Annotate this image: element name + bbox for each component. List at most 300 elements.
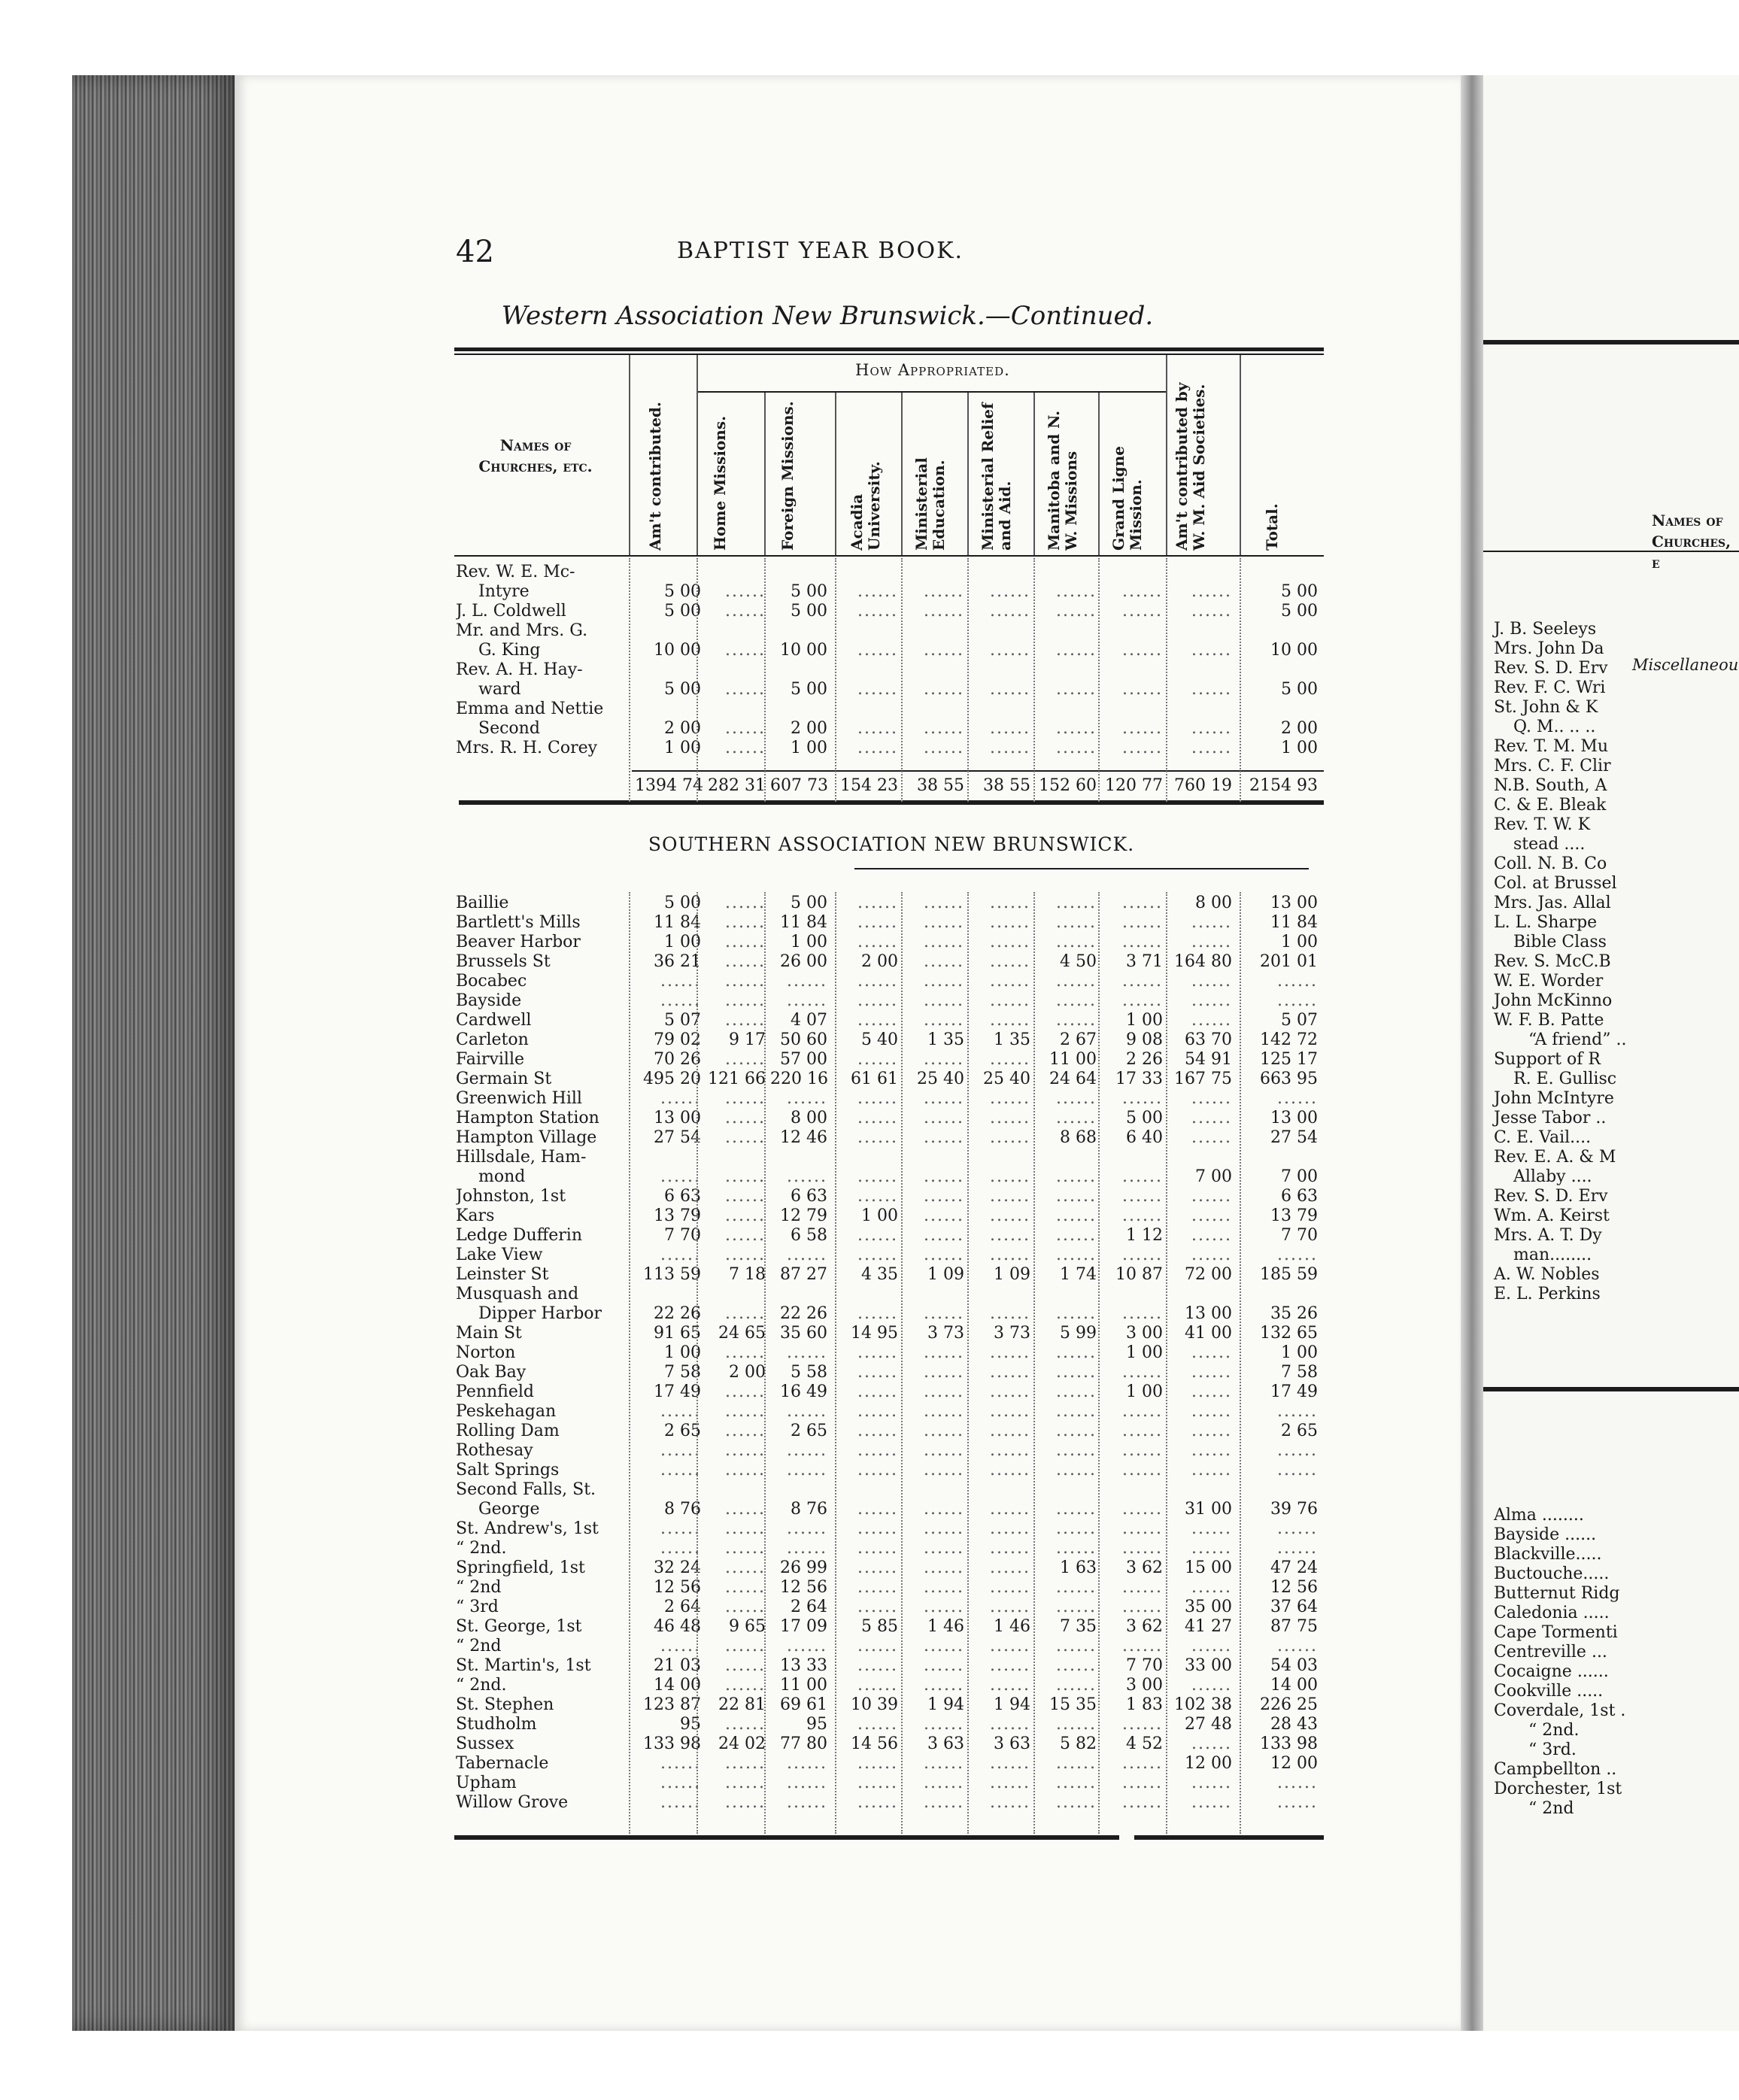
cell-min-ed: ...... [924, 1598, 964, 1616]
cell-min-relief: ...... [990, 894, 1030, 912]
cell-grande-ligne: ...... [1122, 1774, 1163, 1792]
cell-amt: 13 79 [654, 1206, 701, 1225]
cell-wm-aid: 54 91 [1185, 1050, 1232, 1069]
right-page-entry: Butternut Ridg [1494, 1584, 1620, 1603]
cell-min-relief: ...... [990, 1206, 1030, 1225]
church-name: Second [478, 719, 540, 738]
cell-total: ...... [1277, 972, 1318, 991]
church-name: Cardwell [456, 1011, 532, 1030]
col-divider-dotted [967, 892, 969, 1834]
cell-min-ed: ...... [924, 1656, 964, 1675]
cell-wm-aid: ...... [1191, 1793, 1232, 1812]
how-appropriated-rule [697, 391, 1166, 393]
cell-min-ed: ...... [924, 1382, 964, 1401]
cell-manitoba: ...... [1056, 1500, 1097, 1519]
cell-acadia: ...... [857, 719, 898, 738]
wm-aid-header: Am't contributed by W. M. Aid Societies. [1173, 382, 1208, 551]
cell-home: ...... [725, 1578, 766, 1597]
cell-min-relief: ...... [990, 1578, 1030, 1597]
cell-home: ...... [725, 1167, 766, 1186]
right-page-entry: Rev. S. D. Erv [1494, 1187, 1608, 1206]
cell-grande-ligne: ...... [1122, 1598, 1163, 1616]
cell-grande-ligne: 3 00 [1126, 1324, 1163, 1343]
total-total: 2154 93 [1249, 776, 1318, 795]
cell-manitoba: ...... [1056, 1422, 1097, 1440]
cell-acadia: ...... [857, 1226, 898, 1245]
cell-total: 7 58 [1281, 1363, 1318, 1382]
church-name: Lake View [456, 1246, 543, 1264]
table-row [451, 1285, 1324, 1304]
cell-amt: ...... [660, 1089, 701, 1108]
col-divider-dotted [901, 558, 903, 802]
cell-min-relief: ...... [990, 1441, 1030, 1460]
cell-amt: 2 64 [664, 1598, 701, 1616]
cell-foreign: 50 60 [780, 1030, 827, 1049]
cell-home: ...... [725, 1011, 766, 1030]
cell-manitoba: ...... [1056, 1793, 1097, 1812]
cell-home: ...... [725, 1656, 766, 1675]
cell-wm-aid: 102 38 [1174, 1695, 1232, 1714]
col-divider [1240, 355, 1241, 555]
cell-manitoba: ...... [1056, 1343, 1097, 1362]
book-page-edges [0, 0, 235, 2100]
cell-total: ...... [1277, 1402, 1318, 1421]
col-divider-dotted [835, 558, 836, 802]
col-divider-dotted [629, 892, 630, 1834]
cell-grande-ligne: 17 33 [1115, 1070, 1163, 1088]
cell-foreign: ...... [787, 1402, 827, 1421]
cell-manitoba: ...... [1056, 1382, 1097, 1401]
church-name: Greenwich Hill [456, 1089, 582, 1108]
cell-manitoba: ...... [1056, 1637, 1097, 1655]
cell-min-ed: 25 40 [917, 1070, 964, 1088]
church-name: Bayside [456, 991, 522, 1010]
cell-acadia: ...... [857, 739, 898, 757]
total-foreign: 607 73 [770, 776, 828, 795]
cell-manitoba: ...... [1056, 1656, 1097, 1675]
cell-wm-aid: ...... [1191, 1246, 1232, 1264]
right-page-rule [1483, 551, 1739, 552]
cell-home: ...... [725, 641, 766, 660]
cell-wm-aid: 33 00 [1185, 1656, 1232, 1675]
cell-acadia: 5 40 [861, 1030, 898, 1049]
cell-min-ed: ...... [924, 933, 964, 951]
cell-home: ...... [725, 1500, 766, 1519]
cell-min-relief: ...... [990, 1461, 1030, 1479]
cell-grande-ligne: 9 08 [1126, 1030, 1163, 1049]
cell-wm-aid: ...... [1191, 1422, 1232, 1440]
col-divider-dotted [1166, 558, 1167, 802]
cell-amt: 32 24 [654, 1558, 701, 1577]
cell-grande-ligne: ...... [1122, 719, 1163, 738]
church-name: J. L. Coldwell [456, 602, 566, 621]
cell-home: ...... [725, 1206, 766, 1225]
church-name: St. Martin's, 1st [456, 1656, 591, 1675]
cell-amt: 79 02 [654, 1030, 701, 1049]
church-name: “ 2nd [456, 1578, 502, 1597]
cell-acadia: ...... [857, 1382, 898, 1401]
right-page-entry: N.B. South, A [1494, 776, 1607, 795]
cell-foreign: ...... [787, 1637, 827, 1655]
cell-grande-ligne: 4 52 [1126, 1734, 1163, 1753]
cell-wm-aid: 41 27 [1185, 1617, 1232, 1636]
church-name: Willow Grove [456, 1793, 569, 1812]
church-name: Intyre [478, 582, 530, 601]
cell-home: ...... [725, 1128, 766, 1147]
col-divider-dotted [697, 558, 698, 802]
cell-foreign: 69 61 [780, 1695, 827, 1714]
cell-manitoba: ...... [1056, 933, 1097, 951]
cell-manitoba: ...... [1056, 680, 1097, 699]
cell-min-ed: ...... [924, 1519, 964, 1538]
cell-foreign: ...... [787, 1774, 827, 1792]
cell-min-ed: ...... [924, 1774, 964, 1792]
cell-foreign: 13 33 [780, 1656, 827, 1675]
amt-contributed-header: Am't contributed. [646, 402, 664, 551]
cell-acadia: ...... [857, 1519, 898, 1538]
cell-acadia: ...... [857, 1363, 898, 1382]
right-page-entry: E. L. Perkins [1494, 1285, 1601, 1303]
right-page-entry: Cocaigne ...... [1494, 1662, 1609, 1681]
cell-manitoba: ...... [1056, 719, 1097, 738]
cell-min-relief: ...... [990, 1167, 1030, 1186]
cell-home: ...... [725, 1422, 766, 1440]
cell-min-relief: 1 94 [994, 1695, 1030, 1714]
church-name: Mrs. R. H. Corey [456, 739, 598, 757]
col-divider [1098, 393, 1100, 555]
church-name: Tabernacle [456, 1754, 549, 1773]
cell-amt: 7 70 [664, 1226, 701, 1245]
cell-acadia: ...... [857, 1656, 898, 1675]
right-page-entry: W. E. Worder [1494, 972, 1604, 991]
church-name: Dipper Harbor [478, 1304, 602, 1323]
cell-grande-ligne: ...... [1122, 1500, 1163, 1519]
cell-manitoba: 11 00 [1049, 1050, 1097, 1069]
cell-grande-ligne: ...... [1122, 680, 1163, 699]
right-page [1483, 75, 1739, 2031]
cell-manitoba: 1 63 [1060, 1558, 1097, 1577]
church-name: Oak Bay [456, 1363, 527, 1382]
cell-manitoba: 24 64 [1049, 1070, 1097, 1088]
cell-foreign: 35 60 [780, 1324, 827, 1343]
cell-min-relief: 3 73 [994, 1324, 1030, 1343]
names-column-header: Names of Churches, etc. [478, 436, 593, 475]
cell-total: 5 00 [1281, 582, 1318, 601]
cell-min-ed: ...... [924, 739, 964, 757]
cell-wm-aid: 164 80 [1174, 952, 1232, 971]
cell-acadia: ...... [857, 1774, 898, 1792]
cell-min-ed: ...... [924, 1226, 964, 1245]
cell-acadia: ...... [857, 1050, 898, 1069]
cell-grande-ligne: 6 40 [1126, 1128, 1163, 1147]
church-name: Main St [456, 1324, 522, 1343]
church-name: Bartlett's Mills [456, 913, 581, 932]
cell-amt: 1 00 [664, 933, 701, 951]
cell-min-relief: ...... [990, 1519, 1030, 1538]
cell-acadia: 5 85 [861, 1617, 898, 1636]
total-grande-ligne: 120 77 [1105, 776, 1163, 795]
cell-min-ed: 1 94 [927, 1695, 964, 1714]
cell-amt: 8 76 [664, 1500, 701, 1519]
cell-total: ...... [1277, 1519, 1318, 1538]
right-page-entry: J. B. Seeleys [1494, 620, 1597, 639]
cell-min-relief: ...... [990, 1226, 1030, 1245]
cell-min-relief: ...... [990, 1402, 1030, 1421]
cell-total: 28 43 [1270, 1715, 1318, 1734]
cell-grande-ligne: ...... [1122, 1187, 1163, 1206]
cell-wm-aid: ...... [1191, 1343, 1232, 1362]
cell-grande-ligne: ...... [1122, 991, 1163, 1010]
cell-min-relief: ...... [990, 1089, 1030, 1108]
col-divider [1166, 355, 1167, 555]
cell-wm-aid: ...... [1191, 1363, 1232, 1382]
cell-min-relief: ...... [990, 1637, 1030, 1655]
cell-amt: 95 [680, 1715, 701, 1734]
cell-home: ...... [725, 1050, 766, 1069]
cell-total: ...... [1277, 1637, 1318, 1655]
cell-wm-aid: ...... [1191, 1089, 1232, 1108]
cell-manitoba: ...... [1056, 1246, 1097, 1264]
cell-amt: ...... [660, 1539, 701, 1558]
cell-total: 201 01 [1260, 952, 1318, 971]
cell-min-relief: ...... [990, 933, 1030, 951]
cell-foreign: 6 58 [791, 1226, 827, 1245]
cell-total: 27 54 [1270, 1128, 1318, 1147]
right-page-entry: Q. M.. .. .. [1513, 718, 1596, 736]
col-divider-dotted [1166, 892, 1167, 1834]
right-page-entry: Support of R [1494, 1050, 1601, 1069]
cell-total: ...... [1277, 1774, 1318, 1792]
right-page-names-head: Names of Churches, e [1652, 511, 1731, 572]
cell-grande-ligne: ...... [1122, 1167, 1163, 1186]
cell-total: 54 03 [1270, 1656, 1318, 1675]
cell-wm-aid: 8 00 [1195, 894, 1232, 912]
total-manitoba: 152 60 [1039, 776, 1097, 795]
cell-acadia: 10 39 [851, 1695, 898, 1714]
church-name: Bocabec [456, 972, 527, 991]
cell-total: 13 00 [1270, 894, 1318, 912]
cell-amt: 36 21 [654, 952, 701, 971]
church-name: Kars [456, 1206, 495, 1225]
cell-amt: ...... [660, 972, 701, 991]
cell-home: ...... [725, 719, 766, 738]
cell-home: 7 18 [729, 1265, 766, 1284]
right-page-entry: Rev. F. C. Wri [1494, 678, 1606, 697]
col-divider-dotted [1033, 558, 1035, 802]
cell-home: ...... [725, 991, 766, 1010]
cell-grande-ligne: ...... [1122, 1422, 1163, 1440]
cell-foreign: 77 80 [780, 1734, 827, 1753]
cell-grande-ligne: ...... [1122, 641, 1163, 660]
foreign-missions-header: Foreign Missions. [778, 401, 797, 551]
cell-wm-aid: ...... [1191, 991, 1232, 1010]
cell-min-ed: ...... [924, 991, 964, 1010]
cell-min-ed: ...... [924, 1089, 964, 1108]
right-page-entry: John McIntyre [1494, 1089, 1614, 1108]
cell-acadia: 14 56 [851, 1734, 898, 1753]
cell-manitoba: ...... [1056, 1539, 1097, 1558]
cell-amt: 14 00 [654, 1676, 701, 1695]
church-name: St. George, 1st [456, 1617, 582, 1636]
header-bottom-rule [454, 555, 1324, 557]
right-page-entry: Coverdale, 1st . [1494, 1701, 1626, 1720]
cell-amt: 21 03 [654, 1656, 701, 1675]
cell-manitoba: 4 50 [1060, 952, 1097, 971]
cell-manitoba: ...... [1056, 1206, 1097, 1225]
southern-table-bottom-rule-right [1134, 1835, 1324, 1840]
cell-total: 125 17 [1260, 1050, 1318, 1069]
church-name: Leinster St [456, 1265, 549, 1284]
cell-grande-ligne: 7 70 [1126, 1656, 1163, 1675]
cell-min-ed: ...... [924, 1402, 964, 1421]
cell-min-ed: ...... [924, 680, 964, 699]
cell-grande-ligne: 1 00 [1126, 1343, 1163, 1362]
cell-home: ...... [725, 1461, 766, 1479]
cell-grande-ligne: 10 87 [1115, 1265, 1163, 1284]
cell-wm-aid: ...... [1191, 582, 1232, 601]
cell-min-relief: ...... [990, 1539, 1030, 1558]
cell-home: ...... [725, 1187, 766, 1206]
cell-grande-ligne: ...... [1122, 1246, 1163, 1264]
cell-wm-aid: ...... [1191, 1637, 1232, 1655]
right-page-entry: Allaby .... [1513, 1167, 1592, 1186]
cell-wm-aid: ...... [1191, 1441, 1232, 1460]
cell-total: 10 00 [1270, 641, 1318, 660]
cell-foreign: 2 64 [791, 1598, 827, 1616]
cell-amt: 5 07 [664, 1011, 701, 1030]
cell-foreign: 57 00 [780, 1050, 827, 1069]
cell-acadia: ...... [857, 1167, 898, 1186]
cell-total: 226 25 [1260, 1695, 1318, 1714]
cell-min-relief: ...... [990, 1304, 1030, 1323]
right-page-entry: R. E. Gullisc [1513, 1070, 1617, 1088]
cell-foreign: ...... [787, 1793, 827, 1812]
col-divider-dotted [1033, 892, 1035, 1834]
cell-min-relief: ...... [990, 1558, 1030, 1577]
cell-home: ...... [725, 1754, 766, 1773]
cell-manitoba: 8 68 [1060, 1128, 1097, 1147]
cell-manitoba: ...... [1056, 1089, 1097, 1108]
cell-wm-aid: ...... [1191, 1402, 1232, 1421]
cell-amt: 22 26 [654, 1304, 701, 1323]
table-row [451, 621, 1324, 641]
cell-min-ed: ...... [924, 952, 964, 971]
cell-manitoba: ...... [1056, 1363, 1097, 1382]
church-name: Musquash and [456, 1285, 579, 1303]
cell-acadia: ...... [857, 894, 898, 912]
cell-amt: 5 00 [664, 582, 701, 601]
cell-grande-ligne: 5 00 [1126, 1109, 1163, 1127]
col-divider-dotted [764, 558, 766, 802]
book-gutter [1461, 75, 1483, 2031]
cell-home: 24 65 [718, 1324, 766, 1343]
cell-foreign: 10 00 [780, 641, 827, 660]
cell-acadia: ...... [857, 641, 898, 660]
cell-total: ...... [1277, 1246, 1318, 1264]
cell-manitoba: 1 74 [1060, 1265, 1097, 1284]
cell-home: 9 65 [729, 1617, 766, 1636]
cell-min-ed: 1 46 [927, 1617, 964, 1636]
cell-foreign: ...... [787, 1167, 827, 1186]
cell-min-ed: ...... [924, 1500, 964, 1519]
right-page-rule [1483, 340, 1739, 344]
cell-foreign: ...... [787, 1539, 827, 1558]
cell-amt: 10 00 [654, 641, 701, 660]
right-page-misc-head: Miscellaneou [1632, 656, 1739, 674]
cell-home: ...... [725, 913, 766, 932]
cell-grande-ligne: ...... [1122, 913, 1163, 932]
cell-wm-aid: 31 00 [1185, 1500, 1232, 1519]
cell-min-ed: ...... [924, 1304, 964, 1323]
church-name: Pennfield [456, 1382, 534, 1401]
right-page-entry: Mrs. A. T. Dy [1494, 1226, 1602, 1245]
cell-min-ed: 3 63 [927, 1734, 964, 1753]
church-name: Rev. A. H. Hay- [456, 660, 583, 679]
cell-amt: 5 00 [664, 894, 701, 912]
cell-wm-aid: ...... [1191, 972, 1232, 991]
col-divider-dotted [835, 892, 836, 1834]
church-name: Hampton Village [456, 1128, 597, 1147]
cell-manitoba: ...... [1056, 1304, 1097, 1323]
cell-acadia: ...... [857, 1128, 898, 1147]
cell-min-relief: 3 63 [994, 1734, 1030, 1753]
cell-home: ...... [725, 1402, 766, 1421]
cell-acadia: ...... [857, 1715, 898, 1734]
cell-grande-ligne: ...... [1122, 602, 1163, 621]
cell-total: 6 63 [1281, 1187, 1318, 1206]
cell-total: 13 00 [1270, 1109, 1318, 1127]
cell-amt: 7 58 [664, 1363, 701, 1382]
cell-min-relief: ...... [990, 1793, 1030, 1812]
cell-wm-aid: 12 00 [1185, 1754, 1232, 1773]
cell-grande-ligne: ...... [1122, 1715, 1163, 1734]
cell-foreign: 11 00 [780, 1676, 827, 1695]
cell-home: ...... [725, 1715, 766, 1734]
right-page-entry: Rev. T. W. K [1494, 815, 1591, 834]
cell-acadia: ...... [857, 1558, 898, 1577]
church-name: Norton [456, 1343, 516, 1362]
cell-total: 1 00 [1281, 933, 1318, 951]
cell-min-ed: ...... [924, 972, 964, 991]
right-page-entry: Rev. T. M. Mu [1494, 737, 1609, 756]
total-min-relief: 38 55 [983, 776, 1030, 795]
cell-min-ed: ...... [924, 1754, 964, 1773]
ministerial-education-header: Ministerial Education. [912, 457, 948, 551]
cell-home: ...... [725, 1519, 766, 1538]
cell-total: 37 64 [1270, 1598, 1318, 1616]
cell-foreign: 11 84 [780, 913, 827, 932]
right-page-entry: Coll. N. B. Co [1494, 854, 1607, 873]
cell-acadia: ...... [857, 1461, 898, 1479]
cell-grande-ligne: ...... [1122, 1206, 1163, 1225]
cell-home: ...... [725, 1793, 766, 1812]
cell-manitoba: ...... [1056, 1402, 1097, 1421]
cell-foreign: 8 76 [791, 1500, 827, 1519]
cell-foreign: 2 65 [791, 1422, 827, 1440]
cell-manitoba: ...... [1056, 972, 1097, 991]
right-page-rule [1483, 1387, 1739, 1391]
cell-total: 39 76 [1270, 1500, 1318, 1519]
cell-total: ...... [1277, 1089, 1318, 1108]
cell-manitoba: ...... [1056, 641, 1097, 660]
col-divider-dotted [967, 558, 969, 802]
cell-acadia: ...... [857, 680, 898, 699]
cell-wm-aid: ...... [1191, 641, 1232, 660]
church-name: “ 2nd. [456, 1539, 507, 1558]
cell-manitoba: ...... [1056, 1461, 1097, 1479]
church-name: Beaver Harbor [456, 933, 581, 951]
cell-total: 142 72 [1260, 1030, 1318, 1049]
